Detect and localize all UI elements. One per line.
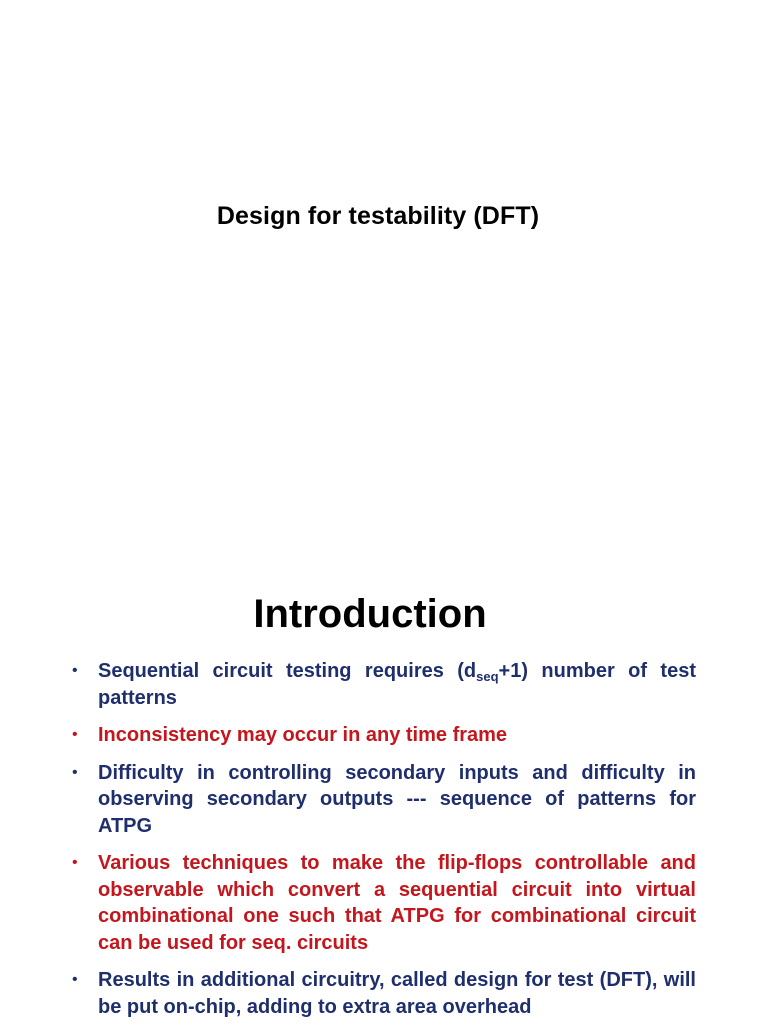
subscript-seq: seq (476, 669, 499, 684)
bullet-dot: • (72, 726, 78, 743)
bullet-dot: • (72, 763, 78, 781)
bullet-item (72, 850, 696, 956)
bullet-item (72, 967, 696, 1020)
bullet-text: Results in additional circuitry, called design for test (DFT), will be put on-chip, adding to extra area overhead (98, 969, 696, 1018)
bullet-text-post: +1) number of test patterns (98, 660, 696, 709)
slide-title: Design for testability (DFT) (216, 202, 540, 230)
bullet-item (72, 722, 696, 749)
section-heading: Introduction (253, 592, 487, 636)
bullet-text: Inconsistency may occur in any time frame (98, 724, 508, 746)
bullet-item (72, 760, 696, 840)
bullet-list (72, 658, 696, 1031)
bullet-text: Difficulty in controlling secondary inputs and difficulty in observing secondary outputs --- sequence of patterns for ATPG (98, 761, 696, 837)
bullet-dot: • (72, 971, 78, 988)
bullet-dot: • (72, 662, 78, 679)
bullet-item (72, 658, 696, 711)
bullet-text-pre: Sequential circuit testing requires (d (98, 660, 477, 682)
bullet-dot: • (72, 854, 78, 871)
bullet-text: Various techniques to make the flip-flops controllable and observable which convert a sequential circuit into virtual combinational one such that ATPG for combinational circuit can be used for seq. circuits (98, 852, 696, 954)
